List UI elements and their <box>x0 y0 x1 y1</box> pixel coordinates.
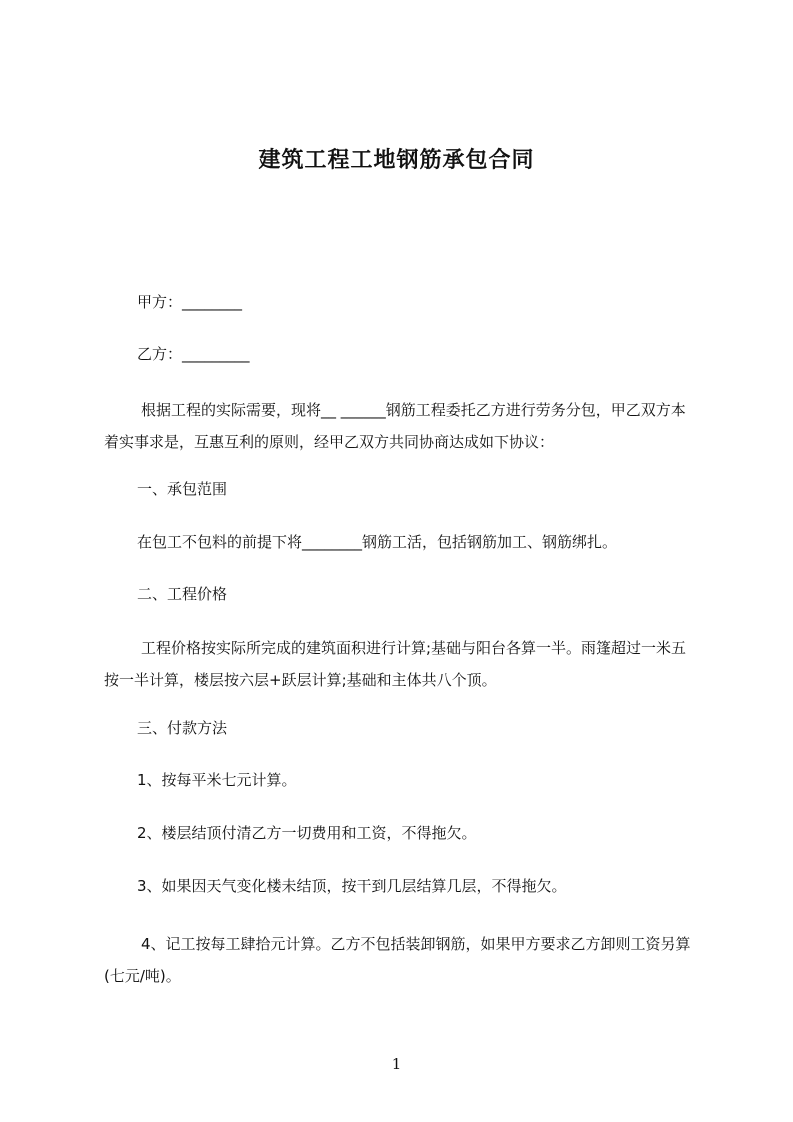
payment-item-4: 4、记工按每工肆拾元计算。乙方不包括装卸钢筋，如果甲方要求乙方卸则工资另算(七元/吨)。 <box>104 935 691 985</box>
section2-heading: 二、工程价格 <box>137 585 228 603</box>
section1-heading: 一、承包范围 <box>137 480 228 498</box>
intro-paragraph: 根据工程的实际需要，现将__ ______钢筋工程委托乙方进行劳务分包，甲乙双方本着实事求是，互惠互利的原则，经甲乙双方共同协商达成如下协议： <box>104 401 686 451</box>
party-b-line: 乙方：_________ <box>137 345 250 363</box>
section2-text: 工程价格按实际所完成的建筑面积进行计算;基础与阳台各算一半。雨篷超过一米五按一半计算，楼层按六层+跃层计算;基础和主体共八个顶。 <box>104 639 687 689</box>
page-number: 1 <box>391 1055 402 1073</box>
section1-text: 在包工不包料的前提下将________钢筋工活，包括钢筋加工、钢筋绑扎。 <box>137 533 618 551</box>
payment-item-1: 1、按每平米七元计算。 <box>137 771 297 789</box>
payment-item-3: 3、如果因天气变化楼未结顶，按干到几层结算几层，不得拖欠。 <box>137 877 567 895</box>
party-a-line: 甲方：________ <box>137 293 243 311</box>
section3-heading: 三、付款方法 <box>137 719 228 737</box>
payment-item-2: 2、楼层结顶付清乙方一切费用和工资，不得拖欠。 <box>137 824 477 842</box>
document-title: 建筑工程工地钢筋承包合同 <box>258 148 535 173</box>
